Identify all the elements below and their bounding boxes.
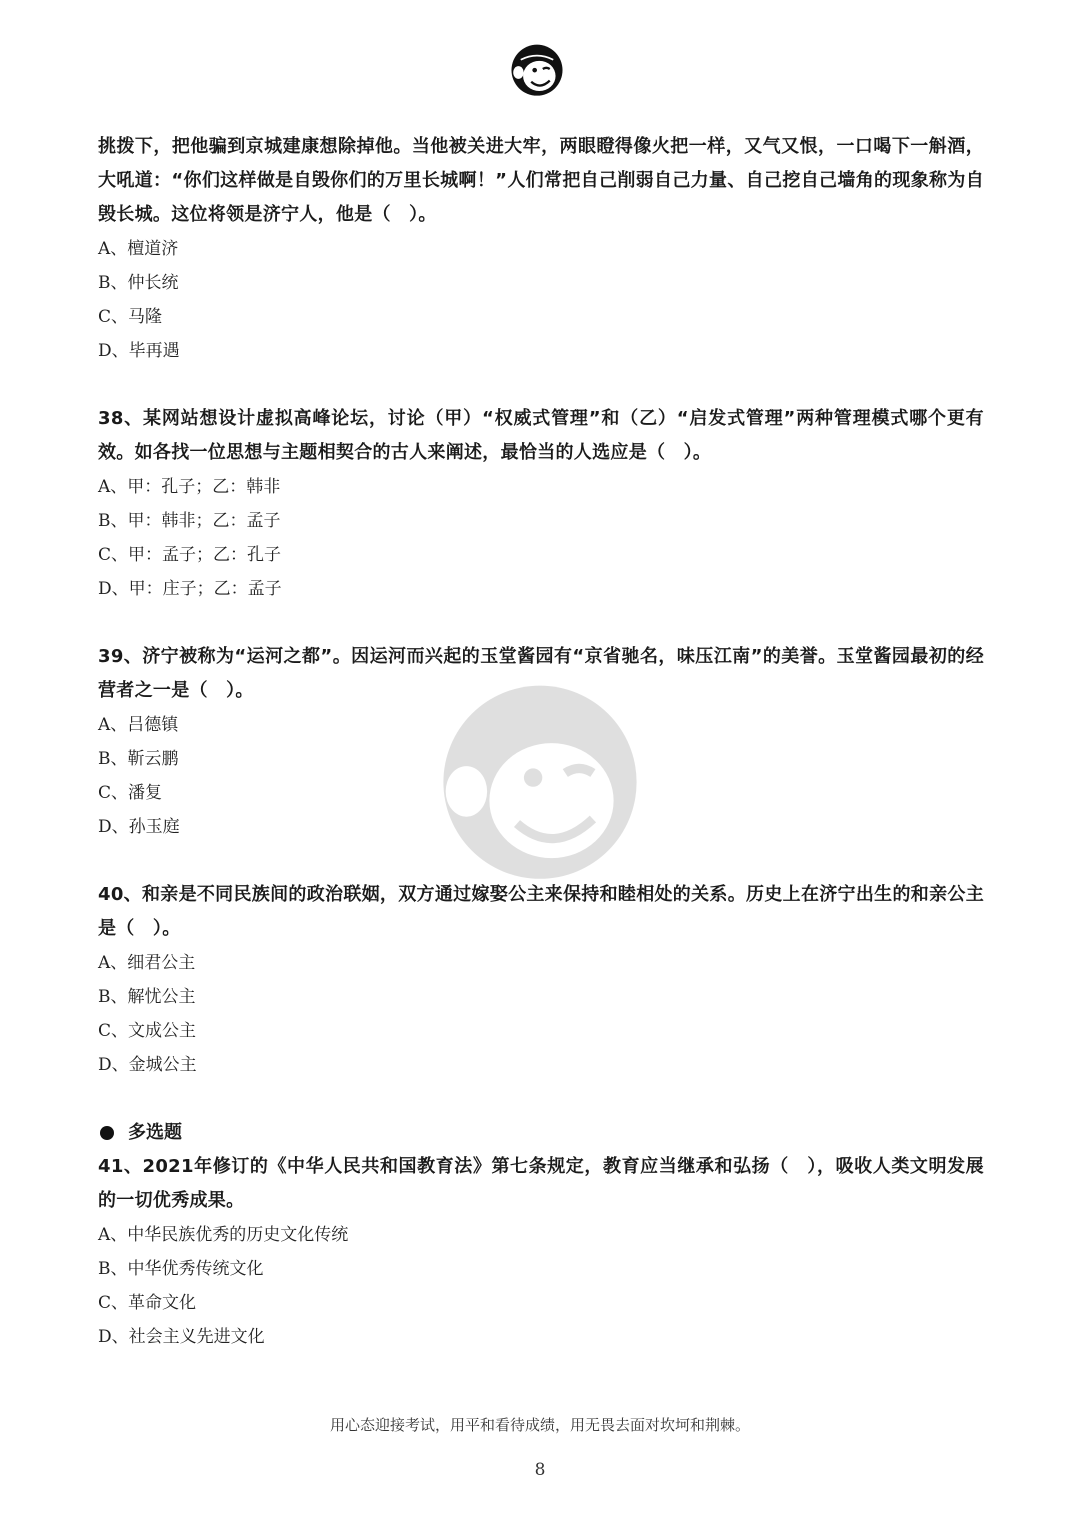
option-d: D、社会主义先进文化 — [98, 1327, 265, 1347]
question-stem: 挑拨下，把他骗到京城建康想除掉他。当他被关进大牢，两眼瞪得像火把一样，又气又恨，一口喝下一斛酒，大吼道：“你们这样做是自毁你们的万里长城啊！”人们常把自己削弱自己力量、自己挖自己墙角的现象称为自毁长城。这位将领是济宁人，他是（ ）。 — [98, 136, 984, 225]
question-39 — [98, 640, 984, 844]
option-a: A、檀道济 — [98, 239, 179, 259]
option-b: B、解忧公主 — [98, 987, 196, 1007]
option-b: B、甲：韩非；乙：孟子 — [98, 511, 281, 531]
question-41 — [98, 1150, 984, 1354]
question-stem: 41、2021年修订的《中华人民共和国教育法》第七条规定，教育应当继承和弘扬（ ），吸收人类文明发展的一切优秀成果。 — [98, 1156, 984, 1211]
option-c: C、马隆 — [98, 307, 163, 327]
question-stem: 38、某网站想设计虚拟高峰论坛，讨论（甲）“权威式管理”和（乙）“启发式管理”两种管理模式哪个更有效。如各找一位思想与主题相契合的古人来阐述，最恰当的人选应是（ ）。 — [98, 408, 984, 463]
question-38 — [98, 402, 984, 606]
option-b: B、靳云鹏 — [98, 749, 179, 769]
option-c: C、文成公主 — [98, 1021, 197, 1041]
option-b: B、仲长统 — [98, 273, 179, 293]
option-d: D、金城公主 — [98, 1055, 197, 1075]
section-title: 多选题 — [128, 1122, 182, 1143]
option-a: A、吕德镇 — [98, 715, 179, 735]
option-a: A、细君公主 — [98, 953, 196, 973]
option-d: D、甲：庄子；乙：孟子 — [98, 579, 282, 599]
section-heading — [98, 1116, 984, 1150]
exam-content — [98, 130, 984, 1354]
option-d: D、毕再遇 — [98, 341, 180, 361]
option-b: B、中华优秀传统文化 — [98, 1259, 264, 1279]
bullet-icon — [100, 1126, 114, 1140]
question-stem: 40、和亲是不同民族间的政治联姻，双方通过嫁娶公主来保持和睦相处的关系。历史上在济宁出生的和亲公主是（ ）。 — [98, 884, 984, 939]
option-d: D、孙玉庭 — [98, 817, 180, 837]
monkey-mascot-icon — [508, 40, 566, 98]
option-a: A、甲：孔子；乙：韩非 — [98, 477, 281, 497]
option-c: C、甲：孟子；乙：孔子 — [98, 545, 282, 565]
option-c: C、潘复 — [98, 783, 163, 803]
page-number: 8 — [534, 1460, 546, 1480]
option-c: C、革命文化 — [98, 1293, 197, 1313]
question-40 — [98, 878, 984, 1082]
option-a: A、中华民族优秀的历史文化传统 — [98, 1225, 349, 1245]
question-37-continued — [98, 130, 984, 368]
footer-motto: 用心态迎接考试，用平和看待成绩，用无畏去面对坎坷和荆棘。 — [329, 1416, 750, 1434]
question-stem: 39、济宁被称为“运河之都”。因运河而兴起的玉堂酱园有“京省驰名，味压江南”的美誉。玉堂酱园最初的经营者之一是（ ）。 — [98, 646, 984, 701]
